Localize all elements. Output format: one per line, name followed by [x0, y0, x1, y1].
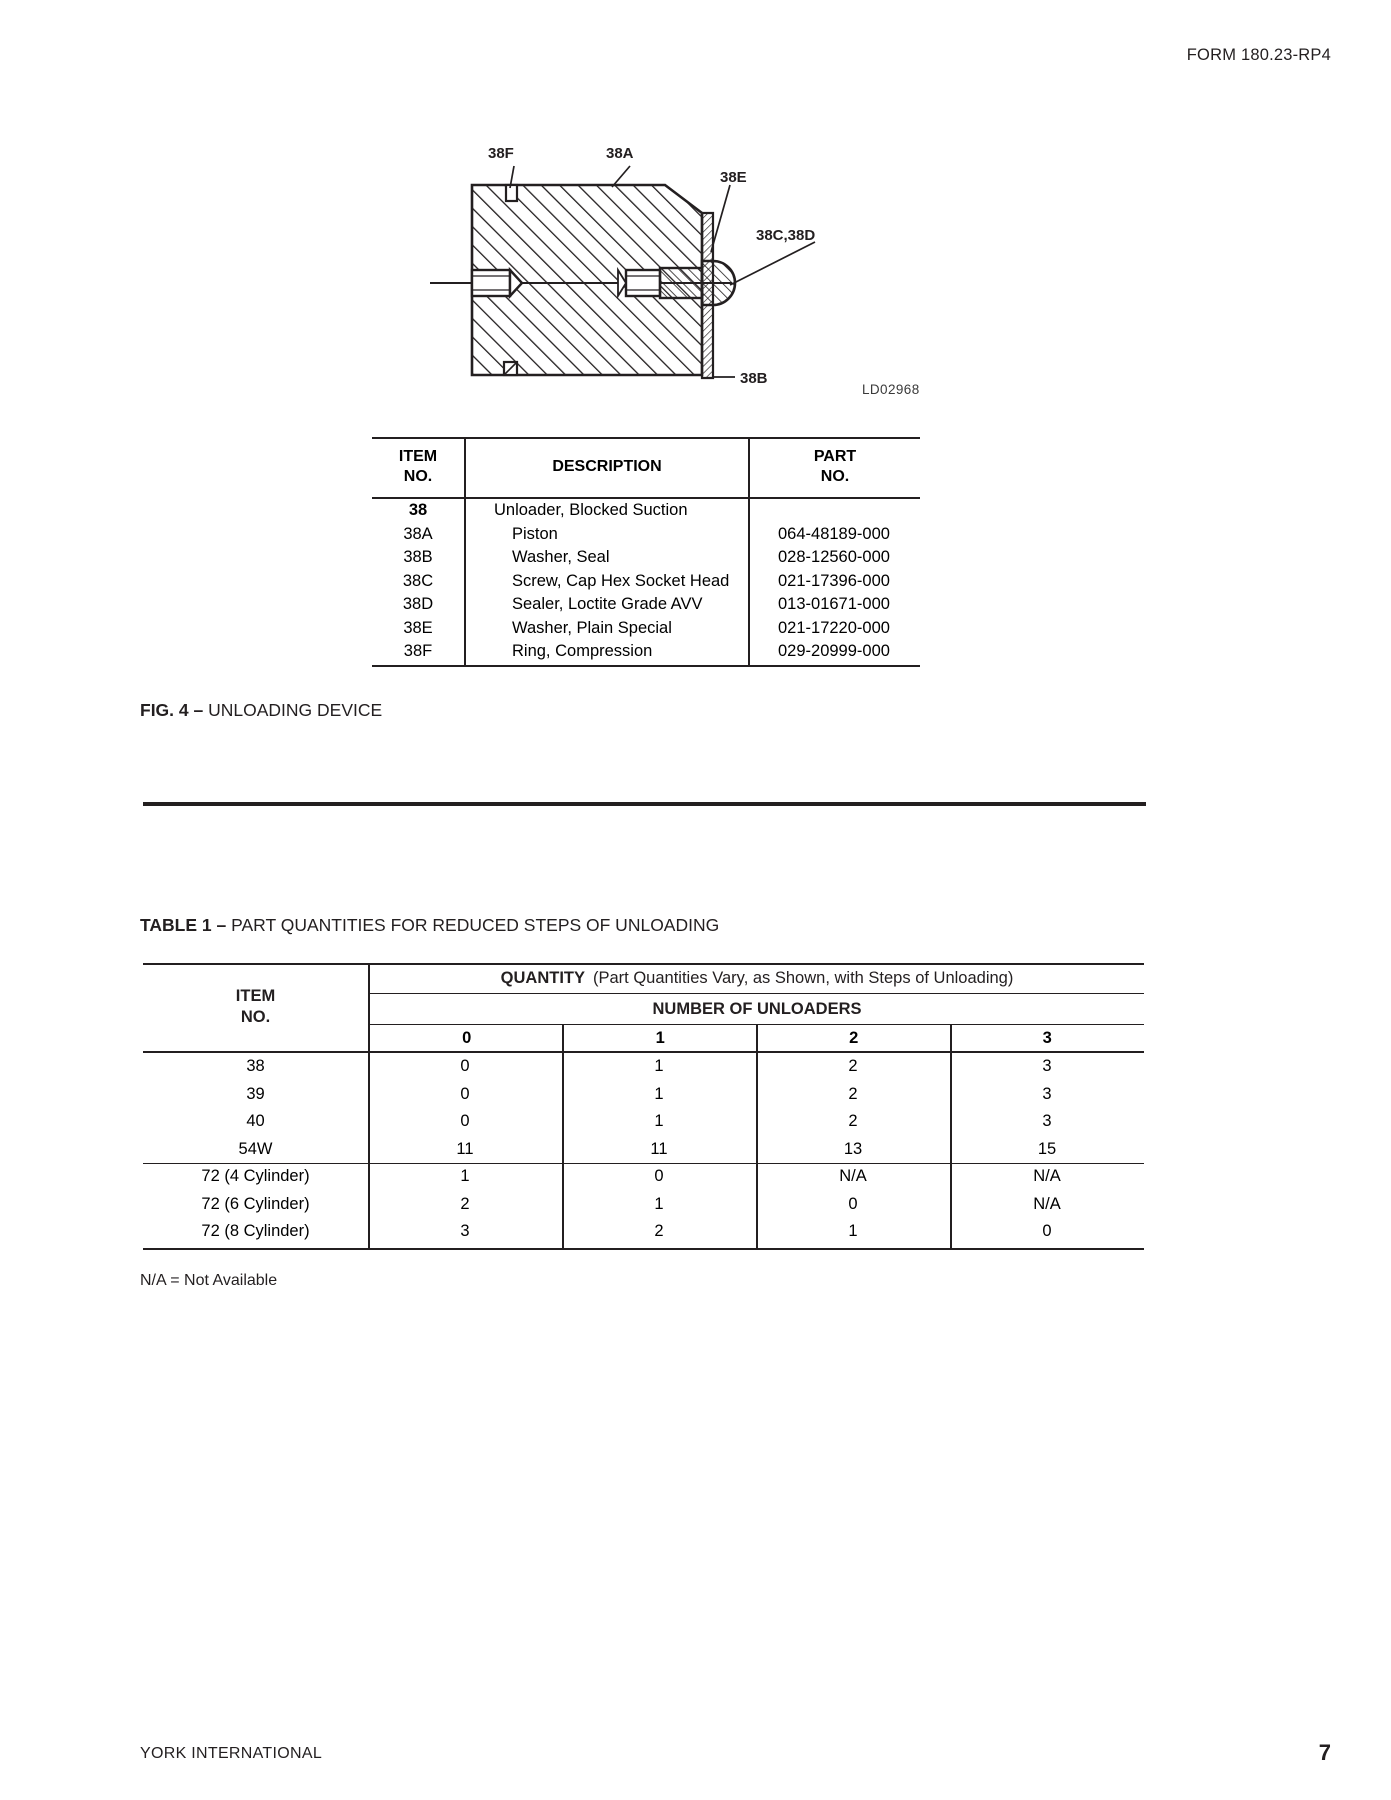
table1-row-item: 39: [246, 1084, 265, 1103]
table1-row-value: 1: [460, 1167, 470, 1186]
parts-row-item: 38D: [402, 595, 434, 614]
table1-row: [143, 1191, 1144, 1219]
parts-table-row: [372, 546, 920, 570]
table1-item-header-line1: ITEM: [235, 986, 276, 1005]
table1-row-value: 1: [848, 1222, 858, 1241]
table1-item-header-line2: NO.: [240, 1008, 271, 1026]
table1-header-unloaders: NUMBER OF UNLOADERS: [652, 999, 862, 1018]
table1-row-value: 0: [654, 1167, 664, 1186]
figure-caption-text: UNLOADING DEVICE: [208, 700, 383, 720]
callout-38E-label: 38E: [720, 169, 747, 186]
table1-row: [143, 1108, 1144, 1136]
table1-row-value: 2: [460, 1194, 470, 1213]
callout-38A-label: 38A: [606, 145, 634, 162]
table1-column-label: 2: [849, 1028, 859, 1047]
form-number: FORM 180.23-RP4: [1186, 46, 1331, 64]
parts-row-description: Washer, Seal: [512, 548, 610, 567]
parts-row-description: Washer, Plain Special: [512, 618, 672, 637]
callout-38F-label: 38F: [488, 145, 514, 162]
table1-row-value: 0: [460, 1084, 470, 1103]
table1-row-value: 1: [654, 1084, 664, 1103]
table1-quantity-note: (Part Quantities Vary, as Shown, with Steps of Unloading): [593, 968, 1014, 987]
parts-table-header-item: [372, 437, 464, 497]
table1-row: [143, 1081, 1144, 1109]
parts-table-row: [372, 570, 920, 594]
table1-header-quantity: [370, 963, 1144, 993]
drawing-id: LD02968: [862, 382, 920, 397]
parts-row-part-number: 021-17220-000: [778, 618, 890, 637]
table1-row-value: 2: [848, 1112, 858, 1131]
table1-row-value: 1: [654, 1112, 664, 1131]
parts-row-part-number: 029-20999-000: [778, 642, 890, 661]
cross-section-diagram: [430, 130, 950, 405]
parts-table-row: [372, 499, 920, 523]
table1-row-value: 1: [654, 1194, 664, 1213]
table1-column-label: 3: [1042, 1028, 1052, 1047]
parts-row-part-number: 064-48189-000: [778, 524, 890, 543]
table1-row-value: 0: [460, 1057, 470, 1076]
parts-row-part-number: 021-17396-000: [778, 571, 890, 590]
table1-row: [143, 1053, 1144, 1081]
callout-38CD-label: 38C,38D: [756, 227, 816, 244]
table1-row-value: 0: [1042, 1222, 1052, 1241]
parts-header-part-line1: PART: [813, 448, 857, 465]
parts-table-row: [372, 640, 920, 664]
table1-header-item: [143, 963, 368, 1051]
parts-row-item: 38A: [403, 524, 433, 543]
table1-row-item: 72 (6 Cylinder): [201, 1194, 310, 1213]
unloading-device-drawing: [430, 130, 950, 405]
table1-caption-lead: TABLE 1: [140, 915, 212, 935]
parts-row-item: 38: [408, 501, 428, 520]
parts-row-item: 38E: [403, 618, 433, 637]
table1-row-value: 2: [848, 1057, 858, 1076]
figure-caption-lead: FIG. 4: [140, 700, 189, 720]
table1-column-numbers: [370, 1025, 1144, 1051]
section-separator: [143, 802, 1146, 806]
figure-caption-dash: –: [193, 700, 204, 720]
parts-table-header-description: DESCRIPTION: [552, 458, 662, 475]
table1-column-label: 0: [462, 1028, 472, 1047]
table1-row-value: 1: [654, 1057, 664, 1076]
table1-row-value: 3: [1042, 1112, 1052, 1131]
table1-row-value: 2: [654, 1222, 664, 1241]
table1-row-value: 3: [1042, 1084, 1052, 1103]
table1-caption: [140, 915, 719, 936]
table1-row-value: 0: [460, 1112, 470, 1131]
figure-caption: [140, 700, 382, 721]
table1-row-value: 0: [848, 1194, 858, 1213]
footer-company: YORK INTERNATIONAL: [140, 1745, 323, 1762]
footer-page-number: 7: [1318, 1740, 1331, 1765]
parts-row-description: Ring, Compression: [512, 642, 653, 661]
parts-row-description: Unloader, Blocked Suction: [494, 501, 688, 520]
callout-38B-label: 38B: [740, 370, 768, 387]
table1-row-value: 3: [460, 1222, 470, 1241]
table1-row: [143, 1163, 1144, 1191]
table1-row-value: 3: [1042, 1057, 1052, 1076]
parts-row-description: Sealer, Loctite Grade AVV: [512, 595, 703, 614]
parts-table-bottom-rule: [372, 665, 920, 667]
table1-caption-text: PART QUANTITIES FOR REDUCED STEPS OF UNLOADING: [231, 915, 720, 935]
table1-row-value: 11: [650, 1139, 668, 1158]
table1-row-item: 72 (4 Cylinder): [201, 1167, 310, 1186]
table1-row-value: N/A: [1033, 1194, 1061, 1213]
parts-table-header-part: [750, 437, 920, 497]
parts-row-part-number: 028-12560-000: [778, 548, 890, 567]
table1-row-value: N/A: [839, 1167, 867, 1186]
parts-row-item: 38F: [403, 642, 433, 661]
table1-row-item: 54W: [238, 1139, 273, 1158]
table1-footnote: N/A = Not Available: [140, 1272, 278, 1289]
parts-header-item-line2: NO.: [403, 468, 433, 485]
table1-row: [143, 1136, 1144, 1164]
parts-table-row: [372, 523, 920, 547]
parts-header-item-line1: ITEM: [398, 448, 438, 465]
table1-row-value: 11: [456, 1139, 474, 1158]
parts-table-row: [372, 593, 920, 617]
table1-quantity-label: QUANTITY: [500, 968, 585, 987]
table1-rule-bottom: [143, 1248, 1144, 1250]
parts-table-body: [372, 499, 920, 664]
table1-row-value: 13: [843, 1139, 863, 1158]
parts-row-item: 38C: [402, 571, 434, 590]
table1-column-label: 1: [655, 1028, 665, 1047]
table1-row-value: N/A: [1033, 1167, 1061, 1186]
parts-row-description: Piston: [512, 524, 558, 543]
table1-row-item: 38: [246, 1057, 265, 1076]
table1-caption-dash: –: [216, 915, 227, 935]
table1: [143, 963, 1144, 1248]
table1-body: [143, 1053, 1144, 1246]
table1-row-item: 40: [246, 1112, 265, 1131]
parts-row-description: Screw, Cap Hex Socket Head: [512, 571, 730, 590]
table1-row-value: 2: [848, 1084, 858, 1103]
parts-table-row: [372, 617, 920, 641]
table1-row-value: 15: [1037, 1139, 1057, 1158]
parts-row-part-number: 013-01671-000: [778, 595, 890, 614]
table1-row-item: 72 (8 Cylinder): [201, 1222, 310, 1241]
parts-header-part-line2: NO.: [820, 468, 850, 485]
table1-row: [143, 1218, 1144, 1246]
parts-row-item: 38B: [403, 548, 433, 567]
